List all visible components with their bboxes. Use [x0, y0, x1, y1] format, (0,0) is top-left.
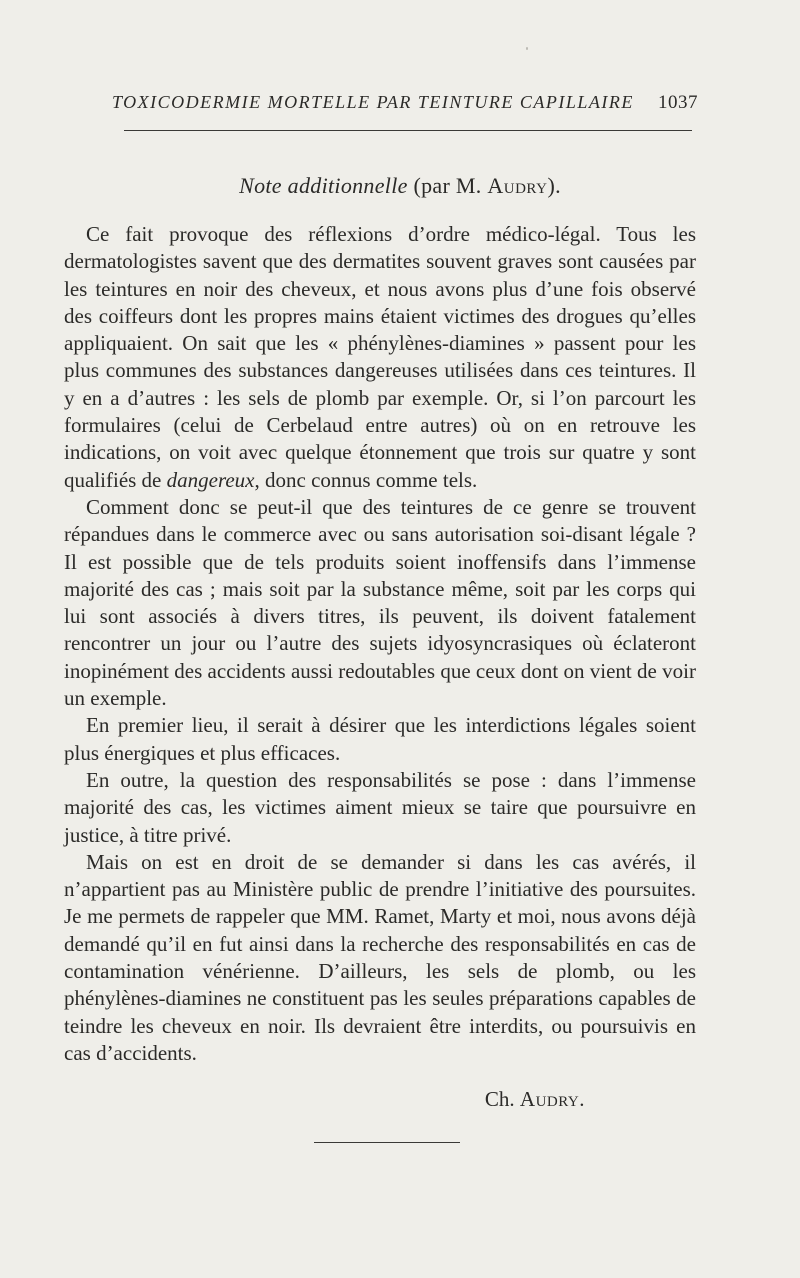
note-title: Note additionnelle: [239, 173, 408, 198]
signature-name: Audry.: [519, 1087, 585, 1111]
page-number: 1037: [658, 92, 698, 113]
note-title-close: ).: [547, 173, 561, 198]
body-text: [64, 221, 696, 1067]
signature-initial: Ch.: [484, 1087, 520, 1111]
paragraph-1: [64, 221, 696, 494]
note-title-open: (par M.: [413, 173, 488, 198]
running-title: TOXICODERMIE MORTELLE PAR TEINTURE CAPILLAIRE: [112, 92, 634, 112]
running-header: [62, 92, 698, 122]
paragraph-1-italic: dangereux: [166, 467, 255, 492]
note-heading: [0, 173, 800, 199]
paragraph-3: En premier lieu, il serait à désirer que les interdictions légales soient plus énergiques et plus efficaces.: [64, 713, 696, 765]
header-rule: [124, 130, 692, 131]
paragraph-1-text-b: , donc connus comme tels.: [254, 467, 478, 492]
paragraph-2: Comment donc se peut-il que des teintures de ce genre se trouvent répandues dans le commerce avec ou sans autorisation soi-disant légale ? Il est possible que de tels produits soient inoffensifs dans l’immense majorité des cas ; mais soit par la substance même, soit par les corps qui lui sont associés à divers titres, ils peuvent, ils doivent fatalement rencontrer un jour ou l’autre des sujets idyosyncrasiques où éclateront inopinément des accidents aussi redoutables que ceux dont on vient de voir un exemple.: [64, 494, 696, 711]
paragraph-5: Mais on est en droit de se demander si dans les cas avérés, il n’appartient pas au Ministère public de prendre l’initiative des poursuites. Je me permets de rappeler que MM. Ramet, Marty et moi, nous avons déjà demandé qu’il en fut ainsi dans la recherche des responsabilités en cas de contamination vénérienne. D’ailleurs, les sels de plomb, ou les phénylènes-diamines ne constituent pas les seules préparations capables de teindre les cheveux en noir. Ils devraient être interdits, ou poursuivis en cas d’accidents.: [64, 849, 696, 1065]
paragraph-4: En outre, la question des responsabilités se pose : dans l’immense majorité des cas, les victimes aiment mieux se taire que poursuivre en justice, à titre privé.: [64, 767, 696, 847]
signature: [400, 1087, 585, 1112]
end-rule: [314, 1142, 460, 1143]
note-author: Audry: [487, 173, 548, 198]
paper-speck: [526, 47, 528, 50]
paragraph-1-text-a: Ce fait provoque des réflexions d’ordre médico-légal. Tous les dermatologistes savent que des dermatites souvent graves sont causées par les teintures en noir des cheveux, et nous avons plus d’une fois observé des coiffeurs dont les propres mains étaient victimes des drogues qu’elles appliquaient. On sait que les « phénylènes-diamines » passent pour les plus communes des substances dangereuses utilisées dans ces teintures. Il y en a d’autres : les sels de plomb par exemple. Or, si l’on parcourt les formulaires (celui de Cerbelaud entre autres) où on en retrouve les indications, on voit avec quelque étonnement que trois sur quatre y sont qualifiés de: [64, 222, 696, 492]
